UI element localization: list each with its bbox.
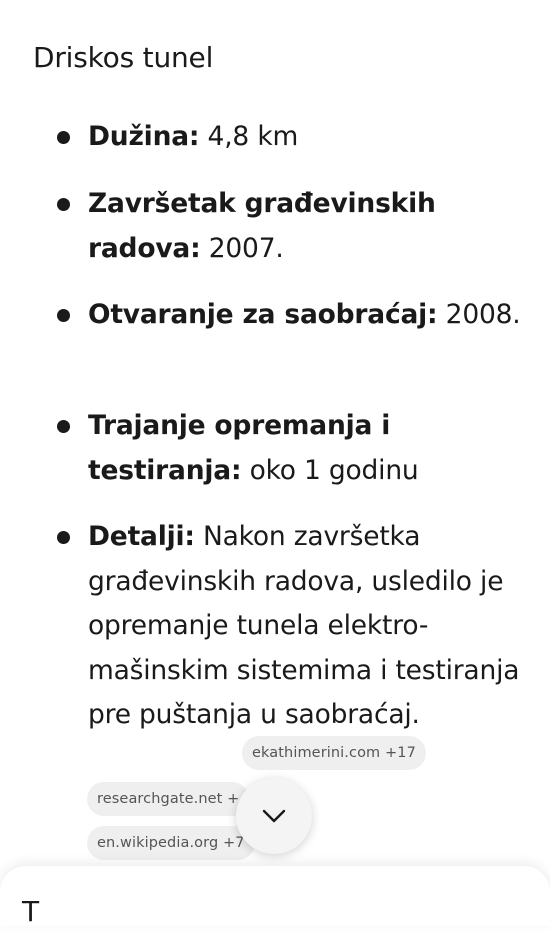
bullet-icon [57, 309, 70, 322]
list-item [88, 404, 528, 493]
fact-label: Završetak građevinskih radova: [88, 188, 436, 264]
fact-value: 4,8 km [199, 121, 299, 152]
fact-value: 2007. [200, 232, 284, 264]
source-chip-ekathimerini[interactable]: ekathimerini.com +17 [242, 736, 426, 770]
list-item [88, 515, 528, 738]
list-item [88, 182, 528, 271]
bullet-icon [57, 420, 70, 433]
source-chip-wikipedia[interactable]: en.wikipedia.org +7 [87, 826, 255, 860]
fact-value: oko 1 godinu [241, 454, 419, 486]
fact-label: Otvaranje za saobraćaj: [88, 299, 438, 330]
fact-value: 2008. [437, 299, 521, 330]
list-item [88, 293, 528, 338]
fact-label: Dužina: [88, 121, 200, 152]
fact-label: Detalji: [88, 521, 195, 552]
section-title: Driskos tunel [33, 41, 214, 74]
bullet-icon [57, 531, 70, 544]
chevron-down-icon [262, 809, 286, 823]
fact-value: Nakon završetka građevinskih radova, usledilo je opremanje tunela elektro-mašinskim sistemima i testiranja pre puštanja u saobraćaj. [88, 521, 520, 730]
bullet-icon [57, 198, 70, 211]
bottom-sheet-peek-text: T [22, 895, 40, 928]
bottom-sheet[interactable] [0, 866, 550, 926]
fact-label: Trajanje opremanja i testiranja: [88, 410, 391, 486]
bullet-icon [57, 131, 70, 144]
source-chip-researchgate[interactable]: researchgate.net + [87, 782, 249, 816]
scroll-to-bottom-button[interactable] [236, 778, 312, 854]
list-item [88, 115, 528, 160]
